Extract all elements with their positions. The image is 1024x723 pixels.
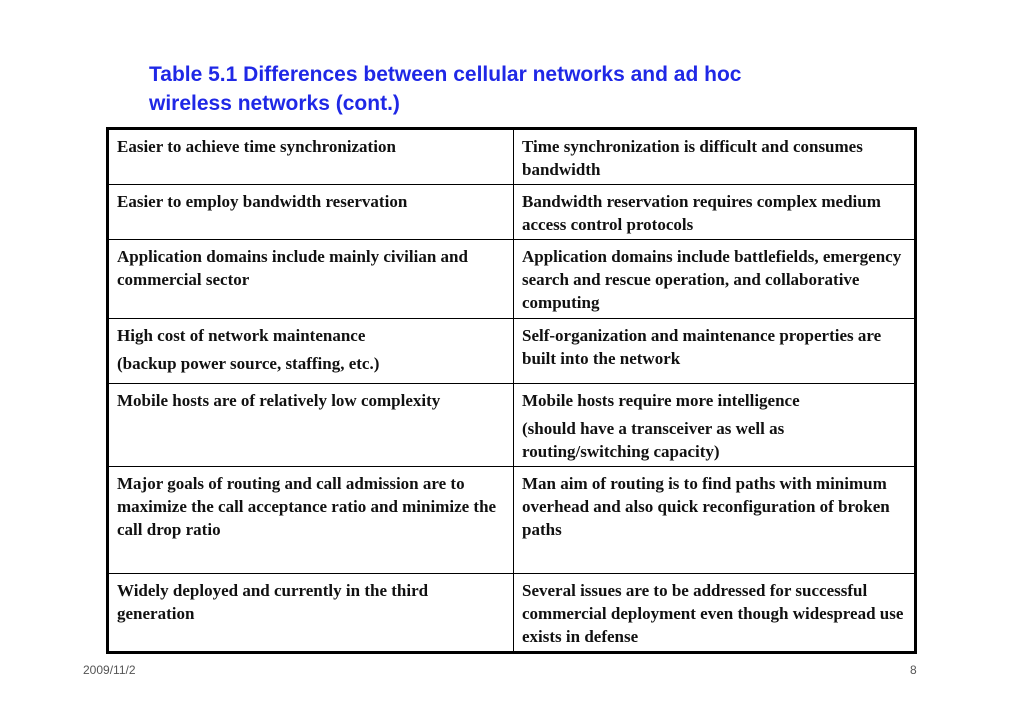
table-row bbox=[108, 185, 916, 240]
comparison-table bbox=[106, 127, 917, 654]
adhoc-cell bbox=[514, 240, 916, 319]
adhoc-cell bbox=[514, 574, 916, 653]
cell-text: Major goals of routing and call admission are to maximize the call acceptance ratio and minimize the call drop ratio bbox=[117, 474, 497, 539]
page-number: 8 bbox=[910, 663, 917, 677]
cell-text: Man aim of routing is to find paths with minimum overhead and also quick reconfiguration of broken paths bbox=[522, 474, 890, 539]
cell-text: Application domains include battlefields, emergency search and rescue operation, and collaborative computing bbox=[522, 247, 902, 312]
adhoc-cell bbox=[514, 129, 916, 185]
cell-text: Application domains include mainly civilian and commercial sector bbox=[117, 247, 468, 289]
table-row bbox=[108, 319, 916, 384]
cell-text: Easier to achieve time synchronization bbox=[117, 137, 396, 156]
cell-text: Time synchronization is difficult and consumes bandwidth bbox=[522, 137, 863, 179]
cell-text: Several issues are to be addressed for successful commercial deployment even though widespread use exists in defense bbox=[522, 581, 904, 646]
adhoc-cell bbox=[514, 185, 916, 240]
cell-text: Self-organization and maintenance properties are built into the network bbox=[522, 326, 882, 368]
table-row bbox=[108, 574, 916, 653]
cellular-cell bbox=[108, 185, 514, 240]
table-row bbox=[108, 384, 916, 467]
cellular-cell bbox=[108, 129, 514, 185]
cell-text: Bandwidth reservation requires complex medium access control protocols bbox=[522, 192, 881, 234]
title-line-1: Table 5.1 Differences between cellular networks and ad hoc bbox=[149, 63, 742, 86]
cell-text: Easier to employ bandwidth reservation bbox=[117, 192, 408, 211]
adhoc-cell bbox=[514, 319, 916, 384]
cell-text: (should have a transceiver as well as routing/switching capacity) bbox=[522, 419, 785, 461]
adhoc-cell bbox=[514, 467, 916, 574]
footer-date: 2009/11/2 bbox=[83, 663, 136, 677]
cell-text: Mobile hosts require more intelligence bbox=[522, 391, 800, 410]
cellular-cell bbox=[108, 319, 514, 384]
page-title bbox=[149, 60, 909, 118]
cellular-cell bbox=[108, 240, 514, 319]
cellular-cell bbox=[108, 574, 514, 653]
cell-text: Widely deployed and currently in the third generation bbox=[117, 581, 429, 623]
cell-text: (backup power source, staffing, etc.) bbox=[117, 354, 380, 373]
cellular-cell bbox=[108, 467, 514, 574]
adhoc-cell bbox=[514, 384, 916, 467]
table-row bbox=[108, 240, 916, 319]
cellular-cell bbox=[108, 384, 514, 467]
table-row bbox=[108, 467, 916, 574]
cell-text: Mobile hosts are of relatively low complexity bbox=[117, 391, 441, 410]
title-line-2: wireless networks (cont.) bbox=[149, 92, 400, 115]
table-row bbox=[108, 129, 916, 185]
cell-text: High cost of network maintenance bbox=[117, 326, 366, 345]
